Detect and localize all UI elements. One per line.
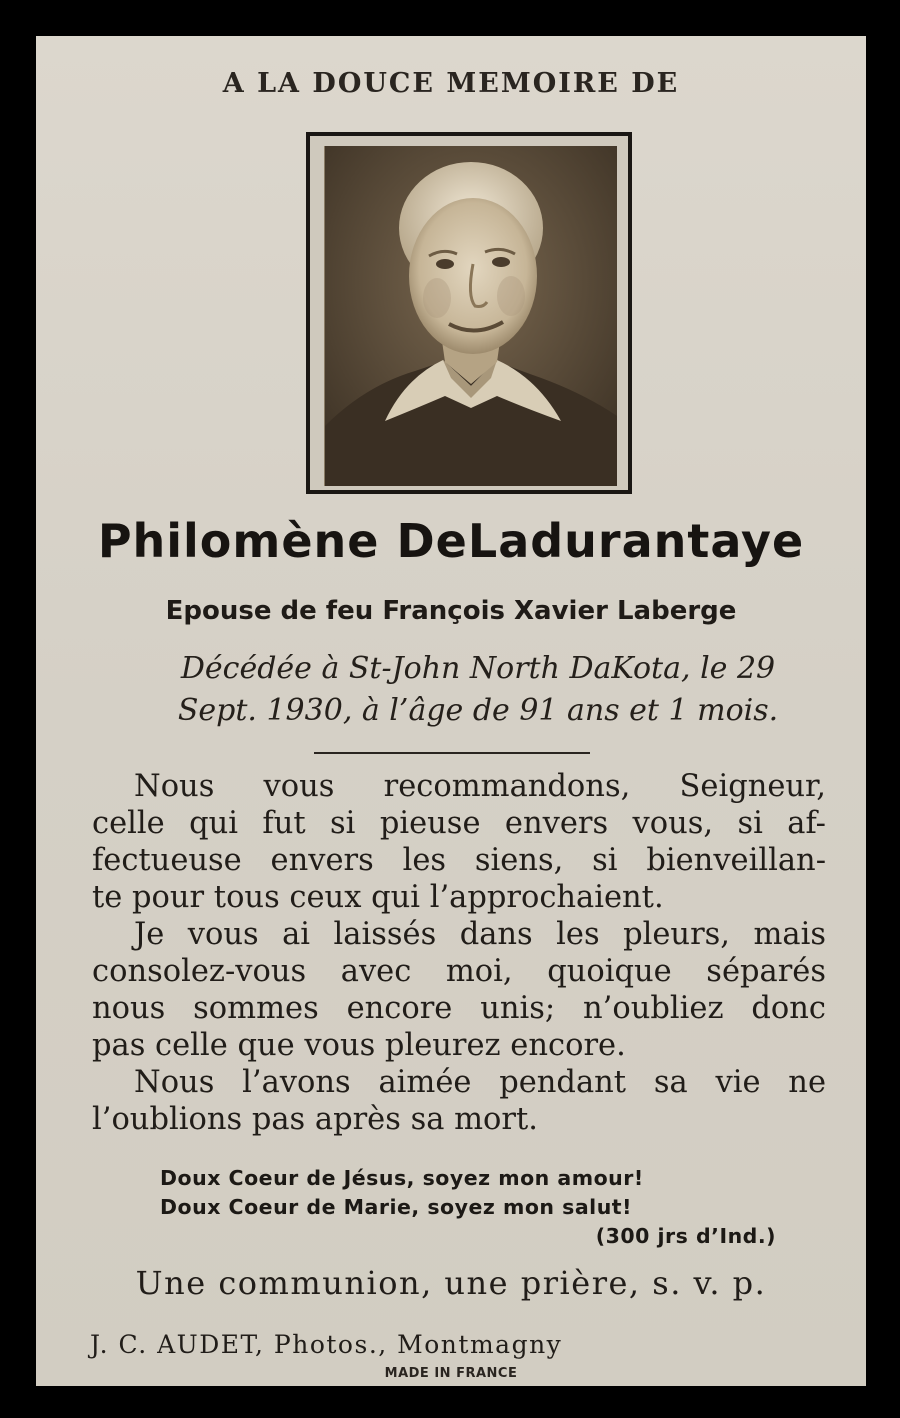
prayer-line: fectueuse envers les siens, si bienveillan- xyxy=(92,843,826,878)
spouse-line: Epouse de feu François Xavier Laberge xyxy=(165,596,737,626)
prayer-line: te pour tous ceux qui l’approchaient. xyxy=(92,880,664,915)
memorial-header: A LA DOUCE MEMOIRE DE xyxy=(222,68,680,99)
printer-credit: J. C. AUDET, Photos., Montmagny xyxy=(90,1330,563,1359)
prayer-text xyxy=(92,768,826,1138)
made-in-france: MADE IN FRANCE xyxy=(384,1366,518,1381)
prayer-line: Nous l’avons aimée pendant sa vie ne xyxy=(134,1065,826,1100)
deceased-name: Philomène DeLadurantaye xyxy=(97,514,805,568)
death-line-1: Décédée à St-John North DaKota, le 29 xyxy=(180,651,776,686)
portrait-photo xyxy=(324,146,617,486)
death-line-2: Sept. 1930, à l’âge de 91 ans et 1 mois. xyxy=(177,693,779,728)
death-details xyxy=(118,648,838,732)
prayer-line: l’oublions pas après sa mort. xyxy=(92,1102,538,1137)
communion-request: Une communion, une prière, s. v. p. xyxy=(135,1264,767,1302)
prayer-line: nous sommes encore unis; n’oubliez donc xyxy=(92,991,826,1026)
invocations xyxy=(160,1164,776,1251)
memorial-card xyxy=(36,36,866,1386)
divider-rule xyxy=(314,752,590,754)
invocation-marie: Doux Coeur de Marie, soyez mon salut! xyxy=(160,1195,632,1219)
portrait-illustration xyxy=(325,146,617,486)
prayer-line: pas celle que vous pleurez encore. xyxy=(92,1028,626,1063)
prayer-line: Je vous ai laissés dans les pleurs, mais xyxy=(134,917,826,952)
prayer-line: celle qui fut si pieuse envers vous, si af- xyxy=(92,806,826,841)
invocation-jesus: Doux Coeur de Jésus, soyez mon amour! xyxy=(160,1166,644,1190)
portrait-frame xyxy=(306,132,632,494)
prayer-line: consolez-vous avec moi, quoique séparés xyxy=(92,954,826,989)
indulgence-note: (300 jrs d’Ind.) xyxy=(595,1224,776,1248)
prayer-line: Nous vous recommandons, Seigneur, xyxy=(134,769,826,804)
